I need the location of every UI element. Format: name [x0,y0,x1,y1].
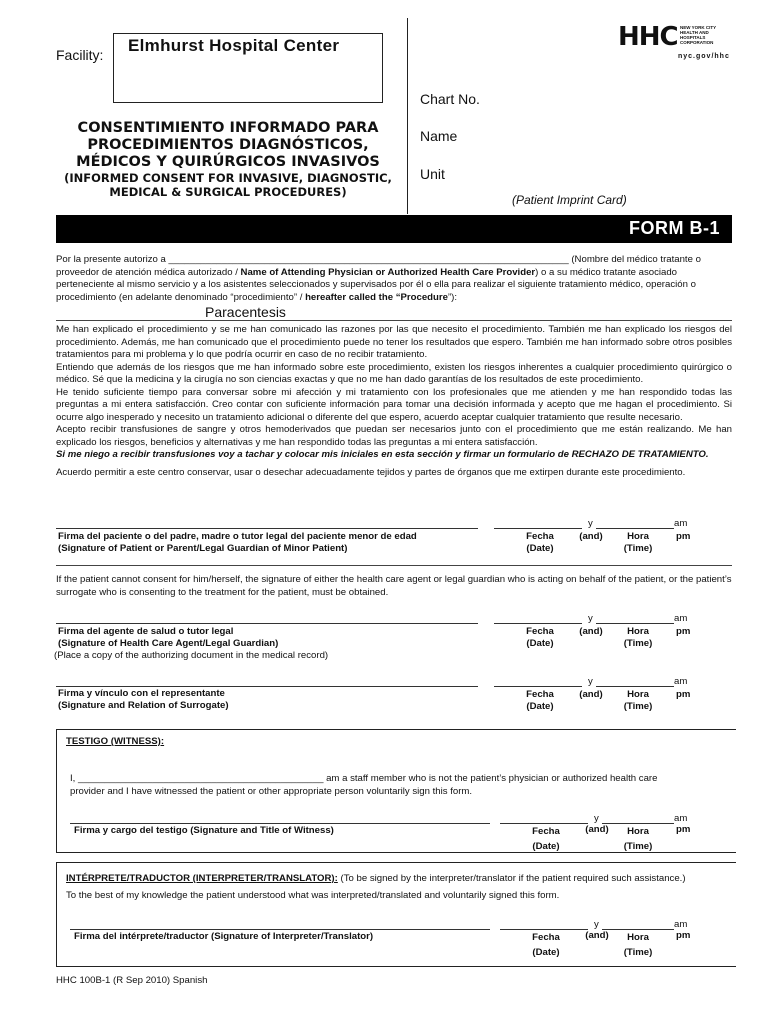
witness-statement-line: provider and I have witnessed the patient or other appropriate person voluntarily sign this form. [70,786,473,797]
and-y: y [588,613,593,624]
section-divider [56,565,732,566]
time-label [618,626,658,650]
witness-signature-line[interactable] [70,823,490,824]
facility-label: Facility: [56,47,104,63]
witness-heading: TESTIGO (WITNESS): [66,736,165,747]
consent-body [56,324,732,479]
witness-statement-line: I, ______________________________________________ am a staff member who is not the patient’s physician or authorized health care [70,773,658,784]
logo-line: HEALTH AND [680,30,709,35]
witness-signature-label: Firma y cargo del testigo (Signature and Title of Witness) [74,825,334,836]
intro-line: Por la presente autorizo a ___________________________________________________________________________ (Nombre del médico tratante o [56,254,701,265]
am-label: am [674,518,688,529]
signature-label-en: (Signature of Health Care Agent/Legal Guardian) [58,638,279,649]
title-en-line: (INFORMED CONSENT FOR INVASIVE, DIAGNOSTIC, [64,171,392,185]
intro-text-bold: Name of Attending Physician or Authorized Health Care Provider [240,266,536,278]
interpreter-statement: To the best of my knowledge the patient understood what was interpreted/translated and voluntarily signed this form. [66,890,560,901]
date-text: (Date) [532,947,560,958]
pm-label: pm [676,531,691,542]
fecha-text: Fecha [532,932,560,943]
hhc-logo-mark: HHC [618,22,678,52]
date-label [516,626,564,650]
facility-name: Elmhurst Hospital Center [128,36,340,55]
intro-line [56,267,732,280]
patient-imprint-caption: (Patient Imprint Card) [512,193,627,207]
logo-line: NEW YORK CITY [680,25,717,30]
time-text: (Time) [623,841,653,852]
hhc-logo [618,22,758,62]
title-en-line: MEDICAL & SURGICAL PROCEDURES) [109,185,347,199]
interpreter-heading-line [66,873,686,885]
date-line[interactable] [494,623,582,624]
witness-date-time [500,813,730,853]
pm-label: pm [676,689,691,700]
time-label [618,531,658,555]
surrogate-signature-line[interactable] [56,686,478,687]
hhc-logo-url: nyc.gov/hhc [678,53,730,60]
interpreter-heading: INTÉRPRETE/TRADUCTOR (INTERPRETER/TRANSLATOR): [66,873,338,884]
fecha-text: Fecha [532,826,560,837]
consent-paragraph: Acepto recibir transfusiones de sangre y otros hemoderivados que puedan ser necesarios junto con el procedimiento que me están realizando. Me han explicado los riesgos, beneficios y alternativas y me han respondido todas las preguntas a mi entera satisfacción. [56,424,732,448]
pm-label: pm [676,824,691,835]
time-line[interactable] [596,528,674,529]
patient-signature-line[interactable] [56,528,478,529]
unit-label[interactable]: Unit [420,166,445,182]
and-y: y [588,518,593,529]
date-line[interactable] [494,686,582,687]
intro-line [56,292,732,305]
intro-text: procedimiento (en adelante denominado “procedimiento” / [56,291,306,303]
signature-label-es: Firma y vínculo con el representante [58,688,225,699]
pm-label: pm [676,626,691,637]
procedure-field[interactable]: Paracentesis [205,304,286,320]
signature-label-es: Firma del paciente o del padre, madre o tutor legal del paciente menor de edad [58,531,417,542]
time-label [618,689,658,713]
title-es-line: PROCEDIMIENTOS DIAGNÓSTICOS, [87,137,369,153]
time-text: (Time) [623,947,653,958]
intro-text: proveedor de atención médica autorizado / [56,266,241,278]
time-line[interactable] [596,686,674,687]
hora-text: Hora [627,826,649,837]
pm-label: pm [676,930,691,941]
consent-paragraph: Me han explicado el procedimiento y se me han comunicado las razones por las que necesito el procedimiento. También me han explicado los riesgos del procedimiento. Además, me han comunicado que el procedimiento puede no tener los resultados que espero. También me han informado sobre otros posibles tratamientos para mi problema y lo que podría ocurrir en caso de no recibir tratamiento. [56,324,732,360]
intro-text: ”): [447,291,458,303]
date-label [516,531,564,555]
am-label: am [674,813,688,824]
chart-no-label[interactable]: Chart No. [420,91,480,107]
date-label [522,824,570,854]
hora-text: Hora [627,626,649,637]
am-label: am [674,919,688,930]
agent-date-time [494,613,724,653]
date-text: (Date) [532,841,560,852]
fecha-text: Fecha [526,531,554,542]
form-id-bar [56,215,732,243]
form-title [58,120,398,199]
time-label [618,824,658,854]
fecha-text: Fecha [526,626,554,637]
intro-text: ) o a su médico tratante asociado [535,266,678,278]
form-footer: HHC 100B-1 (R Sep 2010) Spanish [56,975,208,986]
hora-text: Hora [627,531,649,542]
consent-paragraph: He tenido suficiente tiempo para conversar sobre mi afección y mi tratamiento con los profesionales que me atienden y me han respondido todas las preguntas a mi entera satisfacción. Creo contar con suficiente información para tomar una decisión informada y acepto que me hagan el procedimiento. Si ocurre algo inesperado y necesito un tratamiento adicional o diferente del que espero, acuerdo aceptar cualquier tratamiento que resulte necesario. [56,386,732,423]
hhc-logo-text [680,25,750,45]
consent-paragraph: Acuerdo permitir a este centro conservar, usar o desechar adecuadamente tejidos y partes de órganos que me extirpen durante este procedimiento. [56,466,686,478]
time-text: (Time) [623,701,653,712]
header-divider [407,18,408,214]
authorizing-doc-note: (Place a copy of the authorizing document in the medical record) [54,650,329,661]
date-text: (Date) [526,701,554,712]
and-y: y [594,919,599,930]
and-y: y [594,813,599,824]
fecha-text: Fecha [526,689,554,700]
time-label [618,930,658,960]
patient-signature-label [58,531,417,555]
consent-paragraph: Entiendo que además de los riesgos que me han informado sobre este procedimiento, existen los riesgos inherentes a cualquier procedimiento quirúrgico o médico. Sé que la medicina y la cirugía no son ciencias exactas y que no me han dado garantías de los resultados de este procedimiento. [56,361,732,385]
surrogate-date-time [494,676,724,716]
title-es-line: CONSENTIMIENTO INFORMADO PARA [77,120,379,136]
date-text: (Date) [526,543,554,554]
form-id-label: FORM B-1 [629,218,720,238]
time-text: (Time) [623,543,653,554]
hora-text: Hora [627,689,649,700]
and-label: (and) [585,824,609,835]
procedure-underline [56,320,732,321]
agent-signature-line[interactable] [56,623,478,624]
title-es-line: MÉDICOS Y QUIRÚRGICOS INVASIVOS [76,154,380,170]
time-line[interactable] [596,623,674,624]
and-y: y [588,676,593,687]
surrogate-note: If the patient cannot consent for him/herself, the signature of either the health care agent or legal guardian who is acting on behalf of the patient, or the patient’s surrogate who is consenting to the treatment for the patient, must be obtained. [56,574,732,598]
date-line[interactable] [494,528,582,529]
date-label [522,930,570,960]
intro-text-bold: hereafter called the “Procedure [305,291,448,303]
surrogate-signature-label [58,688,229,712]
am-label: am [674,676,688,687]
time-text: (Time) [623,638,653,649]
interpreter-heading-note: (To be signed by the interpreter/translator if the patient required such assistance.) [337,873,686,884]
interpreter-signature-label: Firma del intérprete/traductor (Signature of Interpreter/Translator) [74,931,374,942]
signature-label-en: (Signature and Relation of Surrogate) [58,700,229,711]
date-text: (Date) [526,638,554,649]
transfusion-refusal-note: Si me niego a recibir transfusiones voy a tachar y colocar mis iniciales en esta sección y firmar un formulario de RECHAZO DE TRATAMIENTO. [56,449,709,460]
patient-date-time [494,518,724,558]
and-label: (and) [579,626,603,637]
logo-line: HOSPITALS [680,35,706,40]
agent-signature-label [58,626,278,650]
logo-line: CORPORATION [680,40,714,45]
interpreter-date-time [500,919,730,959]
authorization-paragraph [56,254,732,304]
hora-text: Hora [627,932,649,943]
and-label: (and) [579,531,603,542]
name-label[interactable]: Name [420,128,458,144]
am-label: am [674,613,688,624]
interpreter-signature-line[interactable] [70,929,490,930]
signature-label-es: Firma del agente de salud o tutor legal [58,626,234,637]
and-label: (and) [585,930,609,941]
intro-line: perteneciente al mismo servicio y a los asistentes seleccionados y supervisados por él o ella para realizar el siguiente tratamiento médico, operación o [56,279,696,290]
and-label: (and) [579,689,603,700]
signature-label-en: (Signature of Patient or Parent/Legal Guardian of Minor Patient) [58,543,348,554]
date-label [516,689,564,713]
